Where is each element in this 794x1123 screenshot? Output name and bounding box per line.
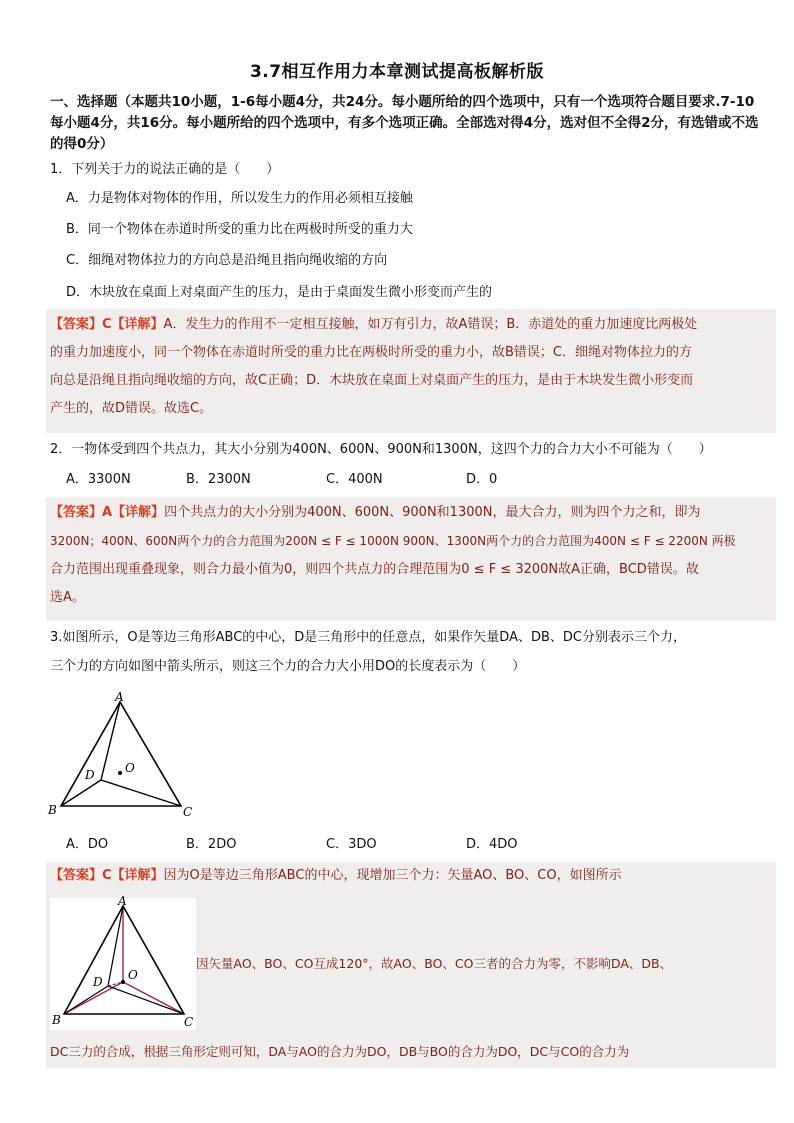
q2-answer-line: 四个共点力的大小分别为400N、600N、900N和1300N，最大合力，则为四个力之和，即为 <box>164 505 701 520</box>
section-heading: 一、选择题（本题共10小题，1-6每小题4分，共24分。每小题所给的四个选项中，只有一个选项符合题目要求.7-10每小题4分，共16分。每小题所给的四个选项中，有多个选项正确。全部选对得4分，选对但不全得2分，有选错或不选的得0分） <box>50 94 759 152</box>
label-c: C <box>184 1015 194 1029</box>
q2-option-a: A．3300N <box>66 472 131 487</box>
vector-dc <box>101 780 181 806</box>
q1-answer-box <box>46 309 776 433</box>
q1-option-b: B．同一个物体在赤道时所受的重力比在两极时所受的重力大 <box>66 222 413 237</box>
q1-option-c: C．细绳对物体拉力的方向总是沿绳且指向绳收缩的方向 <box>66 253 388 268</box>
q2-option-d: D．0 <box>466 472 498 487</box>
q1-answer-tag: 【答案】C【详解】 <box>50 317 164 332</box>
q1-option-a: A．力是物体对物体的作用，所以发生力的作用必须相互接触 <box>66 191 413 206</box>
vector-da <box>101 702 120 780</box>
vector-dc <box>108 986 184 1014</box>
q2-option-c: C．400N <box>326 472 383 487</box>
label-d: D <box>85 768 95 782</box>
label-b: B <box>52 1013 61 1027</box>
q3-answer-tag: 【答案】C【详解】 <box>50 868 164 883</box>
vector-db <box>64 986 108 1014</box>
label-c: C <box>183 805 193 819</box>
vector-da <box>108 906 123 986</box>
point-o <box>121 980 125 984</box>
q2-options <box>66 470 497 490</box>
q1-stem: 1．下列关于力的说法正确的是（ ） <box>50 162 280 177</box>
q3-option-c: C．3DO <box>326 837 377 852</box>
q3-answer-line: 因矢量AO、BO、CO互成120°，故AO、BO、CO三者的合力为零，不影响DA、DB、 <box>196 956 673 971</box>
q3-answer-box <box>46 862 776 1068</box>
triangle-abc <box>61 702 181 806</box>
label-o: O <box>128 968 138 982</box>
q1-answer-line: A．发生力的作用不一定相互接触，如万有引力，故A错误；B．赤道处的重力加速度比两极处 <box>163 317 698 332</box>
label-b: B <box>48 803 57 817</box>
q3-option-d: D．4DO <box>466 837 518 852</box>
q2-option-b: B．2300N <box>186 472 251 487</box>
q3-answer-figure-bg <box>50 894 196 1030</box>
q3-stem-line: 三个力的方向如图中箭头所示，则这三个力的合力大小用DO的长度表示为（ ） <box>50 659 526 674</box>
point-o <box>118 771 122 775</box>
vector-db <box>61 780 101 806</box>
q3-stem-line: 3.如图所示，O是等边三角形ABC的中心，D是三角形中的任意点，如果作矢量DA、DB、DC分别表示三个力， <box>50 630 686 645</box>
q3-options <box>66 835 518 855</box>
q3-triangle-figure <box>45 692 215 822</box>
q3-answer-line: DC三力的合成，根据三角形定则可知，DA与AO的合力为DO，DB与BO的合力为DO，DC与CO的合力为 <box>50 1044 630 1059</box>
q3-option-a: A．DO <box>66 837 109 852</box>
label-d: D <box>93 975 103 989</box>
q3-answer-figure <box>50 894 196 1030</box>
q2-answer-tag: 【答案】A【详解】 <box>50 505 165 520</box>
q2-stem: 2．一物体受到四个共点力，其大小分别为400N、600N、900N和1300N，这四个力的合力大小不可能为（ ） <box>50 442 712 457</box>
q2-answer-line: 选A。 <box>50 590 85 605</box>
q2-answer-line: 合力范围出现重叠现象，则合力最小值为0，则四个共点力的合理范围为0 ≤ F ≤ 3200N故A正确，BCD错误。故 <box>50 562 699 577</box>
q1-answer-line: 的重力加速度小，同一个物体在赤道时所受的重力比在两极时所受的重力小，故B错误；C．细绳对物体拉力的方 <box>50 345 692 360</box>
q3-answer-line: 因为O是等边三角形ABC的中心，现增加三个力：矢量AO、BO、CO，如图所示 <box>163 868 622 883</box>
q1-option-d: D．木块放在桌面上对桌面产生的压力，是由于桌面发生微小形变而产生的 <box>66 285 493 300</box>
q2-answer-line: 3200N；400N、600N两个力的合力范围为200N ≤ F ≤ 1000N 900N、1300N两个力的合力范围为400N ≤ F ≤ 2200N 两极 <box>50 534 736 548</box>
q1-answer-line: 产生的，故D错误。故选C。 <box>50 401 213 416</box>
label-o: O <box>125 761 135 775</box>
page-title: 3.7相互作用力本章测试提高板解析版 <box>249 62 545 82</box>
label-a: A <box>118 894 127 908</box>
q2-answer-box <box>46 497 776 621</box>
triangle-abc <box>64 906 184 1014</box>
q1-answer-line: 向总是沿绳且指向绳收缩的方向，故C正确；D．木块放在桌面上对桌面产生的压力，是由于木块发生微小形变而 <box>50 373 694 388</box>
q3-option-b: B．2DO <box>186 837 237 852</box>
label-a: A <box>115 690 124 704</box>
